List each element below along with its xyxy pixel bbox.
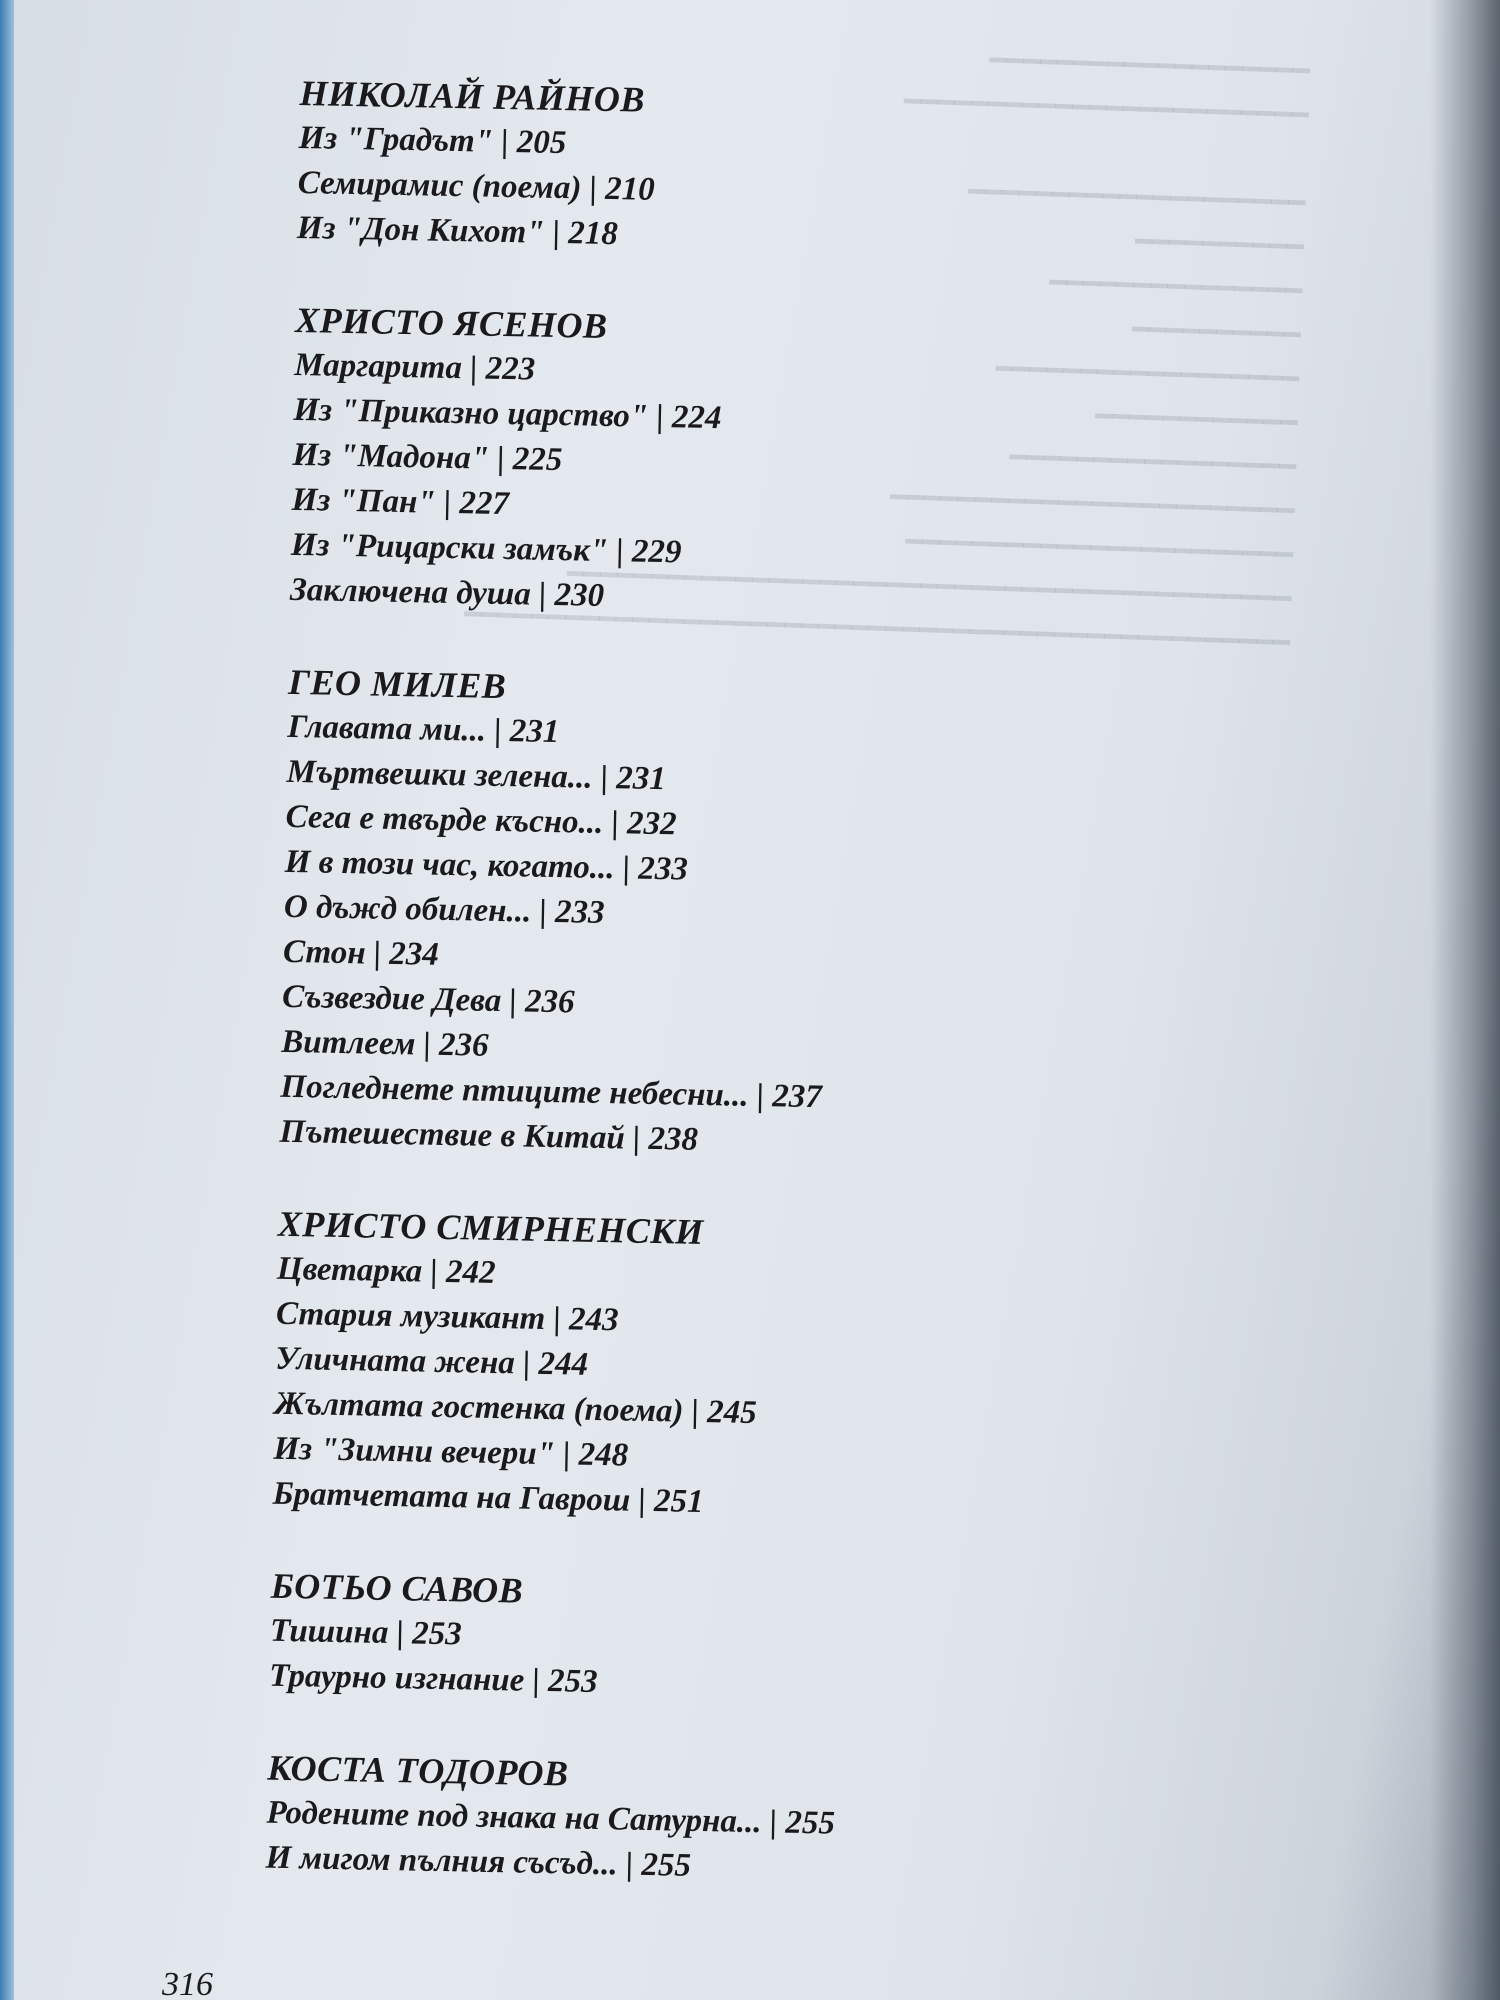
contents-entry: Братчетата на Гаврош | 251	[272, 1475, 704, 1521]
table-of-contents	[264, 70, 1020, 1940]
contents-entry: Стон | 234	[282, 933, 440, 973]
author-name: НИКОЛАЙ РАЙНОВ	[299, 72, 646, 120]
author-section	[265, 1745, 987, 1895]
page-number: 316	[162, 1966, 213, 2000]
contents-entry: Тишина | 253	[269, 1612, 462, 1653]
author-section	[290, 297, 1016, 627]
contents-entry: Родените под знака на Сатурна... | 255	[266, 1794, 836, 1842]
author-name: БОТЬО САВОВ	[270, 1565, 524, 1611]
contents-entry: Семирамис (поема) | 210	[297, 164, 656, 208]
contents-entry: Из "Приказно царство" | 224	[293, 391, 722, 437]
contents-entry: Витлеем | 236	[280, 1023, 489, 1064]
author-name: ГЕО МИЛЕВ	[287, 661, 507, 707]
contents-entry: И в този час, когато... | 233	[284, 843, 689, 888]
author-section	[269, 1563, 991, 1713]
contents-entry: Пътешествие в Китай | 238	[279, 1113, 699, 1158]
author-name: КОСТА ТОДОРОВ	[267, 1747, 569, 1794]
contents-entry: Маргарита | 223	[293, 346, 536, 388]
page-spine-shadow	[1430, 0, 1500, 2000]
contents-entry: Мъртвешки зелена... | 231	[286, 753, 667, 798]
book-cover-edge	[0, 0, 14, 2000]
contents-entry: Главата ми... | 231	[287, 708, 560, 751]
author-section	[297, 70, 1020, 265]
contents-entry: Стария музикант | 243	[275, 1295, 619, 1339]
contents-entry: Жълтата гостенка (поема) | 245	[274, 1385, 758, 1432]
contents-entry: Заключена душа | 230	[289, 571, 605, 614]
contents-entry: Из "Градът" | 205	[298, 119, 567, 162]
contents-entry: Сега е твърде късно... | 232	[285, 798, 677, 843]
contents-entry: Из "Пан" | 227	[291, 481, 510, 523]
contents-entry: Из "Рицарски замък" | 229	[290, 526, 682, 571]
contents-entry: Уличната жена | 244	[274, 1340, 589, 1383]
contents-entry: И мигом пълния съсъд... | 255	[265, 1839, 692, 1884]
contents-entry: Съзвездие Дева | 236	[281, 978, 575, 1021]
author-section	[279, 659, 1008, 1169]
contents-entry: Погледнете птиците небесни... | 237	[280, 1068, 823, 1116]
contents-entry: Траурно изгнание | 253	[268, 1657, 598, 1701]
show-through-text: ━━━━━━━━━━━━━━━━━━━ ━━━━━━━━━━━━━━━━━━━━━━━━ ━━━━━━━━━━━━━━━━━━━━ ━━━━━━━━━━ ━━━━━━━━━━━━━━━ ━━━━━━━━━━ ━━━━━━━━━━━━━━━━━━ ━━━━━━━━━━━━ ━━━━━━━━━━━━━━━━━ ━━━━━━━━━━━━━━━━━━━━━━━━ ━━━━━━━━━━━━━━━━━━━━━━━ ━━━━━━━━━━━━━━━━━━━━━━━━━━━━━━━━━━━━━━━━━━━ ━━━━━━━━━━━━━━━━━━━━━━━━━━━━━━━━━━━━━━━━━━━━━━━━━	[463, 45, 1311, 660]
author-section	[272, 1201, 998, 1531]
contents-entry: Из "Зимни вечери" | 248	[273, 1430, 629, 1474]
author-name: ХРИСТО СМИРНЕНСКИ	[277, 1203, 705, 1252]
contents-entry: Из "Мадона" | 225	[292, 436, 563, 479]
author-name: ХРИСТО ЯСЕНОВ	[294, 299, 608, 346]
contents-entry: Цветарка | 242	[276, 1250, 496, 1291]
contents-entry: О дъжд обилен... | 233	[283, 888, 605, 931]
contents-entry: Из "Дон Кихот" | 218	[296, 209, 619, 253]
